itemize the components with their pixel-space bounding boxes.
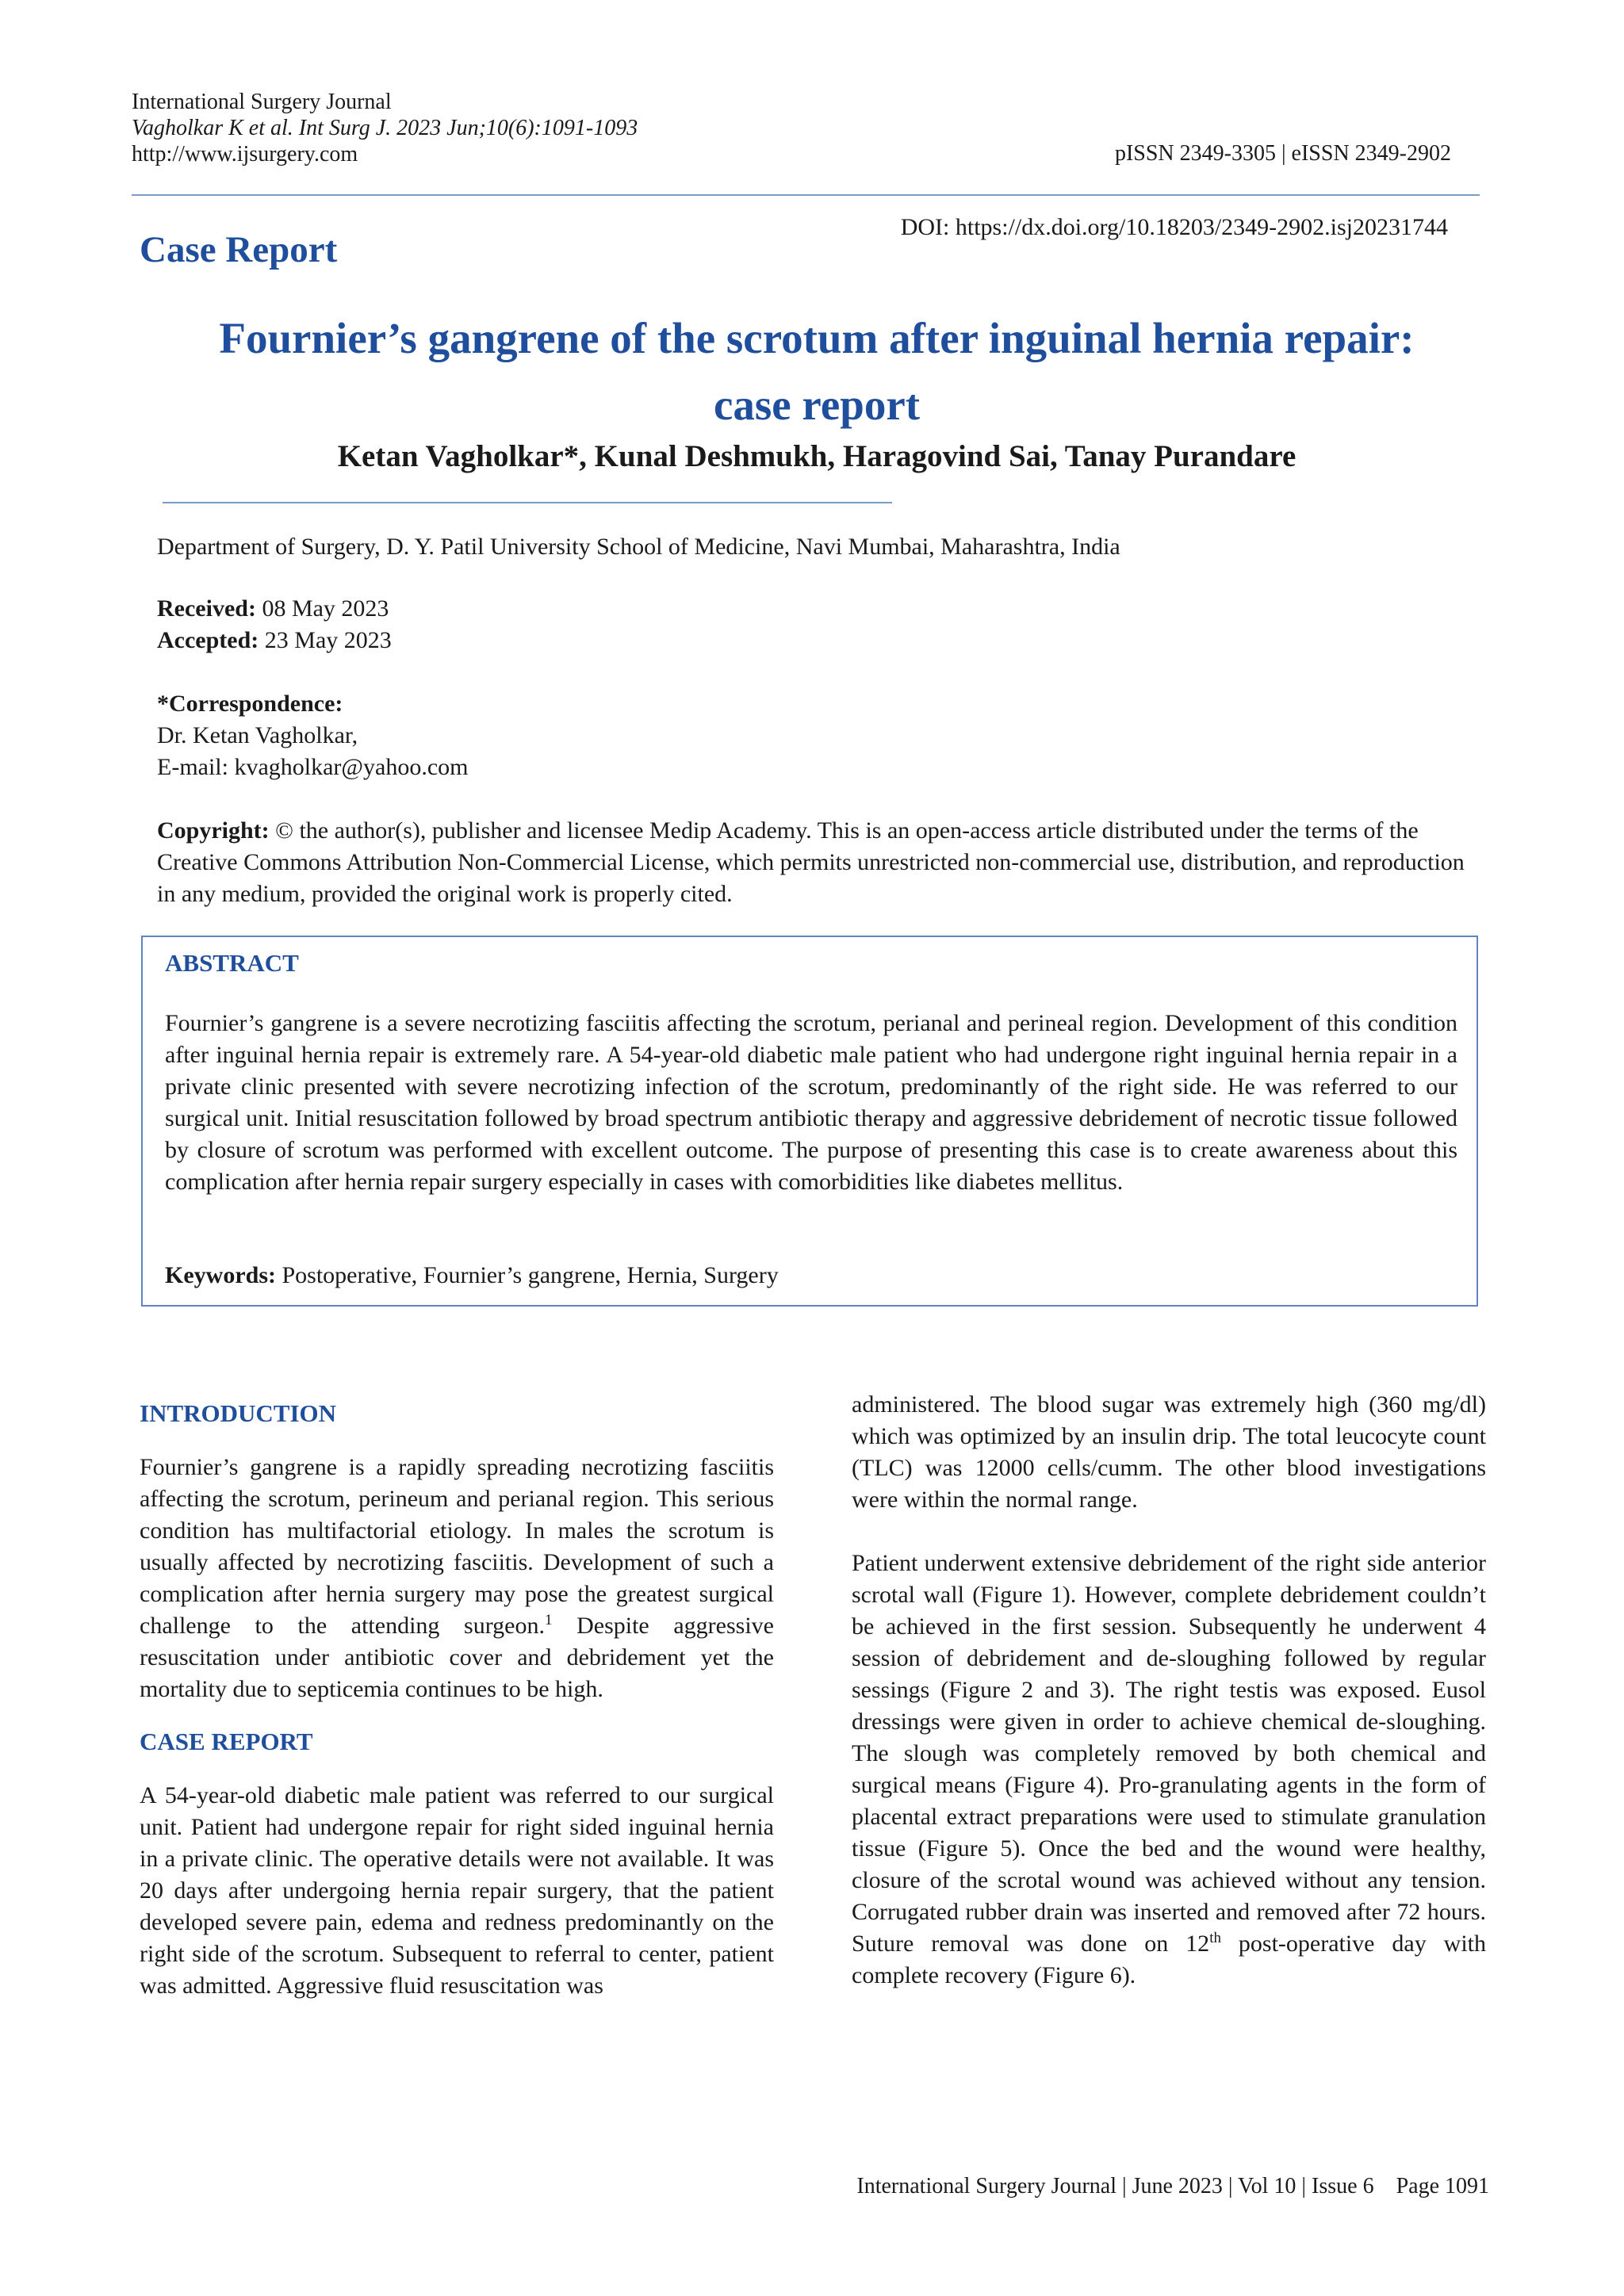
keywords [165,1262,779,1289]
superscript-th: th [1209,1930,1221,1946]
received-date: 08 May 2023 [262,595,389,622]
reference-marker: 1 [544,1612,553,1628]
right-paragraph-1: administered. The blood sugar was extremely high (360 mg/dl) which was optimized by an insulin drip. The total leucocyte count (TLC) was 12000 cells/cumm. The other blood investigations were within the normal range. [852,1391,1486,1513]
authors-divider [163,502,892,503]
doi-link[interactable]: DOI: https://dx.doi.org/10.18203/2349-2902.isj20231744 [900,214,1448,240]
abstract-heading: ABSTRACT [165,949,299,977]
authors: Ketan Vagholkar*, Kunal Deshmukh, Haragovind Sai, Tanay Purandare [337,439,1297,473]
affiliation: Department of Surgery, D. Y. Patil University School of Medicine, Navi Mumbai, Maharashtra, India [157,534,1120,560]
left-column [140,1398,774,2002]
case-report-text: A 54-year-old diabetic male patient was referred to our surgical unit. Patient had undergone repair for right sided inguinal hernia in a private clinic. The operative details were not available. It was 20 days after undergoing hernia repair surgery, that the patient developed severe pain, edema and redness predominantly on the right side of the scrotum. Subsequent to referral to center, patient was admitted. Aggressive fluid resuscitation was [140,1782,774,1999]
copyright [157,815,1473,910]
accepted-label: Accepted: [157,627,259,653]
correspondence-email[interactable]: E-mail: kvagholkar@yahoo.com [157,754,469,780]
introduction-heading: INTRODUCTION [140,1399,337,1427]
case-report-heading: CASE REPORT [140,1728,313,1755]
correspondence-label: *Correspondence: [157,691,343,717]
dates [157,593,1473,656]
issn: pISSN 2349-3305 | eISSN 2349-2902 [1114,141,1451,166]
title-line-2: case report [713,381,921,429]
abstract-text: Fournier’s gangrene is a severe necrotizing fasciitis affecting the scrotum, perianal and perineal region. Development of this condition after inguinal hernia repair is extremely rare. A 54-year-old diabetic male patient who had undergone right inguinal hernia repair in a private clinic presented with severe necrotizing infection of the scrotum, predominantly of the right side. He was referred to our surgical unit. Initial resuscitation followed by broad spectrum antibiotic therapy and aggressive debridement of necrotic tissue followed by closure of scrotum was performed with excellent outcome. The purpose of presenting this case is to create awareness about this complication after hernia repair surgery especially in cases with comorbidities like diabetes mellitus. [165,1010,1457,1195]
article-type: Case Report [140,229,338,270]
keywords-label: Keywords: [165,1262,276,1288]
keywords-list: Postoperative, Fournier’s gangrene, Hernia, Surgery [282,1262,779,1288]
page-footer: International Surgery Journal | June 2023 | Vol 10 | Issue 6 Page 1091 [856,2174,1489,2198]
introduction-text: Fournier’s gangrene is a rapidly spreading necrotizing fasciitis affecting the scrotum, perineum and perianal region. This serious condition has multifactorial etiology. In males the scrotum is usually affected by necrotizing fasciitis. Development of such a complication after hernia surgery may pose the greatest surgical challenge to the attending surgeon.$^1$ Despite aggressive resuscitation under antibiotic cover and debridement yet the mortality due to septicemia continues to be high. [140,1454,774,1702]
right-column [852,1389,1486,1992]
journal-name: International Surgery Journal [132,90,392,114]
header-divider [132,194,1480,196]
accepted-date: 23 May 2023 [264,627,392,653]
citation: Vagholkar K et al. Int Surg J. 2023 Jun;10(6):1091-1093 [132,116,638,140]
article-title [143,305,1491,438]
copyright-label: Copyright: [157,817,270,844]
correspondence [157,688,1473,783]
title-line-1: Fournier’s gangrene of the scrotum after inguinal hernia repair: [219,314,1415,362]
running-header [132,89,638,167]
copyright-text: © the author(s), publisher and licensee Medip Academy. This is an open-access article distributed under the terms of the Creative Commons Attribution Non-Commercial License, which permits unrestricted non-commercial use, distribution, and reproduction in any medium, provided the original work is properly cited. [157,817,1465,907]
received-label: Received: [157,595,256,622]
right-paragraph-2: Patient underwent extensive debridement of the right side anterior scrotal wall (Figure 1). However, complete debridement couldn’t be achieved in the first session. Subsequently he underwent 4 session of debridement and de-sloughing followed by regular sessings (Figure 2 and 3). The right testis was exposed. Eusol dressings were given in order to achieve chemical de-sloughing. The slough was completely removed by both chemical and surgical means (Figure 4). Pro-granulating agents in the form of placental extract preparations were used to stimulate granulation tissue (Figure 5). Once the bed and the wound were healthy, closure of the scrotal wound was achieved without any tension. Corrugated rubber drain was inserted and removed after 72 hours. Suture removal was done on 12th post-operative day with complete recovery (Figure 6). [852,1550,1486,1988]
correspondence-name: Dr. Ketan Vagholkar, [157,722,358,748]
journal-url[interactable]: http://www.ijsurgery.com [132,142,358,166]
